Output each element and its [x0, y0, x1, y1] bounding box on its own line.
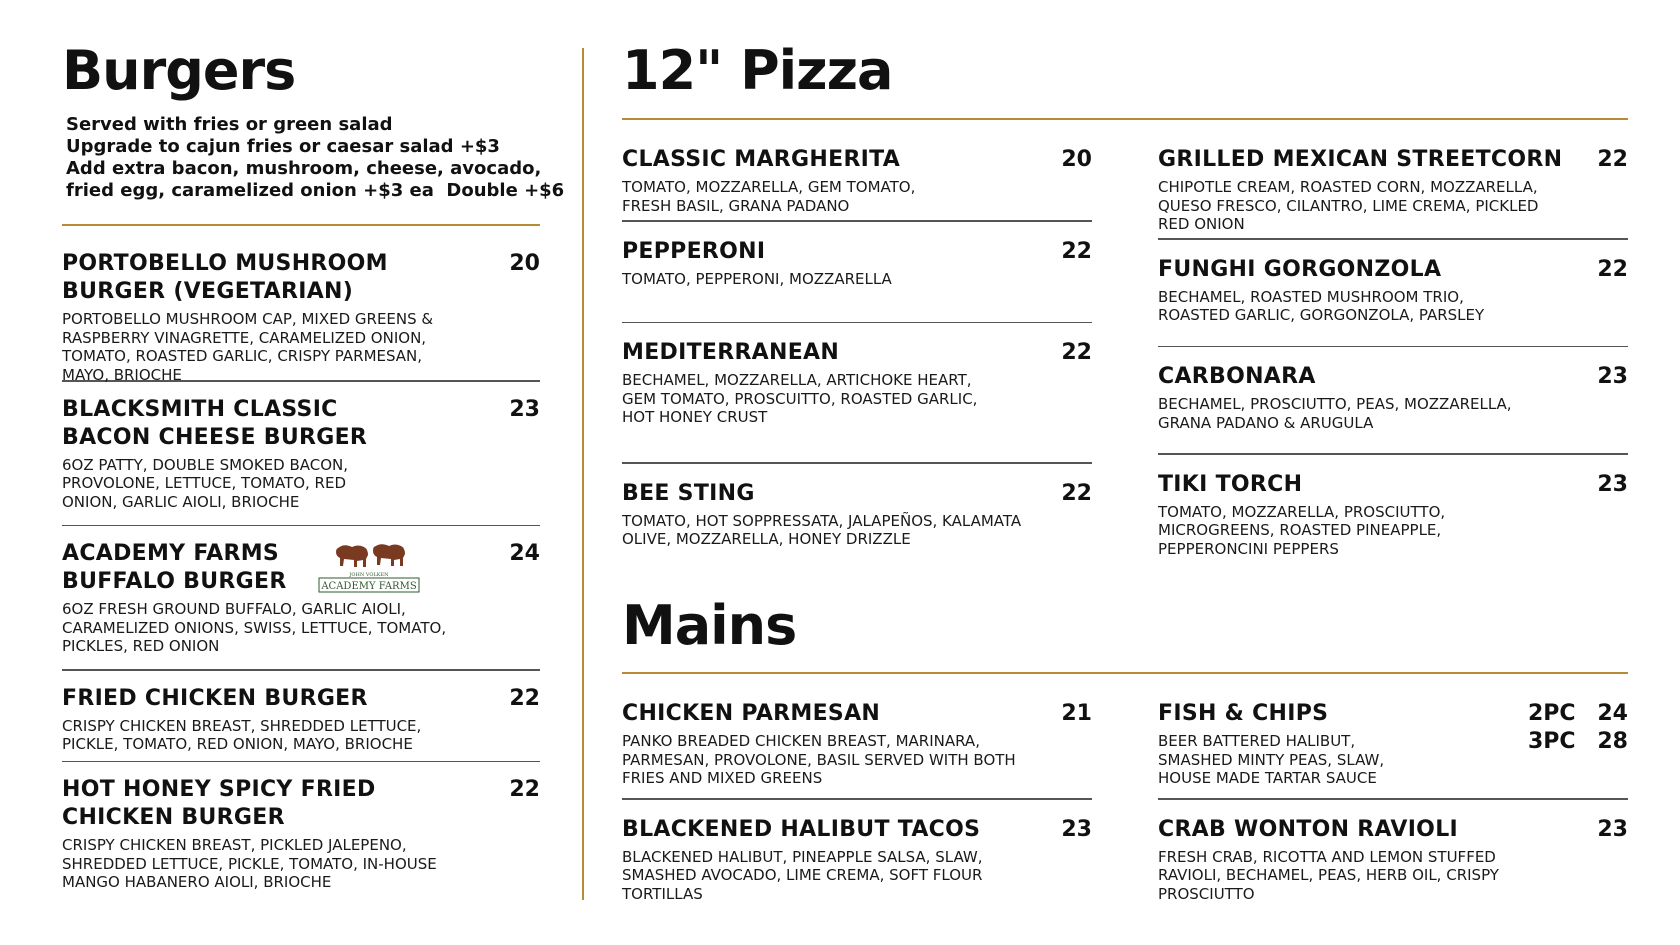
item-description: TOMATO, HOT SOPPRESSATA, JALAPEÑOS, KALAMATA OLIVE, MOZZARELLA, HONEY DRIZZLE — [622, 511, 1022, 548]
item-description: BECHAMEL, MOZZARELLA, ARTICHOKE HEART, GEM TOMATO, PROSCUITTO, ROASTED GARLIC, HOT HONEY CRUST — [622, 371, 978, 426]
menu-item — [622, 480, 1092, 549]
item-price: 22 — [1597, 256, 1628, 282]
item-name: ACADEMY FARMS BUFFALO BURGER — [62, 541, 287, 594]
pizza-left-column — [622, 146, 1092, 558]
item-name: FRIED CHICKEN BURGER — [62, 685, 368, 711]
item-price: 22 — [1061, 238, 1092, 264]
item-name: BLACKSMITH CLASSIC BACON CHEESE BURGER — [62, 396, 368, 450]
item-description: PANKO BREADED CHICKEN BREAST, MARINARA, PARMESAN, PROVOLONE, BASIL SERVED WITH BOTH FRIES AND MIXED GREENS — [622, 732, 1016, 787]
buffalo-icon — [336, 544, 405, 567]
item-price: 23 — [1061, 816, 1092, 842]
item-divider — [1158, 798, 1628, 800]
menu-item — [62, 685, 540, 761]
academy-farms-logo — [318, 542, 420, 594]
item-description: CRISPY CHICKEN BREAST, PICKLED JALEPENO, SHREDDED LETTUCE, PICKLE, TOMATO, IN-HOUSE MANGO HABANERO AIOLI, BRIOCHE — [62, 836, 437, 891]
item-name: FISH & CHIPS — [1158, 701, 1329, 726]
item-name: PEPPERONI — [622, 238, 766, 264]
item-description: TOMATO, MOZZARELLA, GEM TOMATO, FRESH BASIL, GRANA PADANO — [622, 178, 916, 215]
burgers-column — [62, 39, 565, 892]
mains-title: Mains — [622, 594, 797, 657]
item-price: 20 — [509, 251, 540, 276]
item-description: TOMATO, MOZZARELLA, PROSCIUTTO, MICROGREENS, ROASTED PINEAPPLE, PEPPERONCINI PEPPERS — [1158, 502, 1446, 558]
pizza-mains-column — [622, 39, 1628, 903]
item-name: PORTOBELLO MUSHROOM BURGER (VEGETARIAN) — [62, 251, 388, 304]
item-divider — [1158, 453, 1628, 455]
intro-line: fried egg, caramelized onion +$3 ea Double +$6 — [66, 180, 565, 201]
price-option: 3PC 28 — [1528, 729, 1628, 754]
svg-text:ACADEMY FARMS: ACADEMY FARMS — [321, 581, 417, 592]
item-name: GRILLED MEXICAN STREETCORN — [1158, 147, 1563, 172]
item-price: 23 — [509, 396, 540, 422]
menu-item — [622, 146, 1092, 220]
intro-line: Add extra bacon, mushroom, cheese, avocado, — [66, 158, 542, 179]
menu-item — [622, 238, 1092, 322]
item-description: FRESH CRAB, RICOTTA AND LEMON STUFFED RAVIOLI, BECHAMEL, PEAS, HERB OIL, CRISPY PROSCIUTTO — [1158, 847, 1499, 903]
item-description: BECHAMEL, ROASTED MUSHROOM TRIO, ROASTED GARLIC, GORGONZOLA, PARSLEY — [1158, 287, 1485, 324]
menu-item — [62, 250, 540, 384]
item-name: MEDITERRANEAN — [622, 340, 840, 365]
item-price: 22 — [509, 685, 540, 711]
column-divider — [582, 48, 584, 900]
item-price: 23 — [1597, 471, 1628, 497]
burgers-intro — [62, 114, 565, 202]
menu-item — [1158, 146, 1628, 238]
pizza-grid — [622, 146, 1628, 558]
item-description: CRISPY CHICKEN BREAST, SHREDDED LETTUCE, PICKLE, TOMATO, RED ONION, MAYO, BRIOCHE — [62, 716, 422, 753]
svg-text:JOHN VOLKEN: JOHN VOLKEN — [349, 572, 389, 578]
item-name: FUNGHI GORGONZOLA — [1158, 256, 1442, 282]
item-price: 21 — [1061, 701, 1092, 726]
menu-item — [62, 396, 540, 525]
gold-divider — [622, 118, 1628, 120]
item-price: 23 — [1597, 816, 1628, 842]
menu-item — [622, 816, 1092, 904]
item-price: 22 — [1061, 340, 1092, 365]
item-name: CHICKEN PARMESAN — [622, 701, 881, 726]
menu-item — [1158, 471, 1628, 559]
item-name: CARBONARA — [1158, 364, 1316, 389]
item-description: 6OZ PATTY, DOUBLE SMOKED BACON, PROVOLONE, LETTUCE, TOMATO, RED ONION, GARLIC AIOLI, BRIOCHE — [62, 455, 349, 511]
item-price: 23 — [1597, 364, 1628, 389]
item-name: TIKI TORCH — [1158, 471, 1303, 497]
mains-right-column — [1158, 700, 1628, 903]
pizza-right-column — [1158, 146, 1628, 558]
item-description: BECHAMEL, PROSCIUTTO, PEAS, MOZZARELLA, GRANA PADANO & ARUGULA — [1158, 395, 1512, 432]
item-name: BEE STING — [622, 480, 755, 506]
item-divider — [622, 322, 1092, 324]
burgers-title: Burgers — [62, 39, 296, 102]
item-name: HOT HONEY SPICY FRIED CHICKEN BURGER — [62, 777, 376, 830]
menu-item — [1158, 700, 1628, 798]
item-description: BEER BATTERED HALIBUT, SMASHED MINTY PEAS, SLAW, HOUSE MADE TARTAR SAUCE — [1158, 732, 1385, 787]
item-divider — [1158, 346, 1628, 348]
gold-divider — [622, 672, 1628, 674]
item-price: 20 — [1061, 147, 1092, 172]
mains-grid — [622, 700, 1628, 903]
item-name: CRAB WONTON RAVIOLI — [1158, 816, 1458, 842]
item-name: CLASSIC MARGHERITA — [622, 147, 901, 172]
item-divider — [622, 220, 1092, 222]
menu-item — [62, 776, 540, 892]
item-description: PORTOBELLO MUSHROOM CAP, MIXED GREENS & RASPBERRY VINAGRETTE, CARAMELIZED ONION, TOMATO, ROASTED GARLIC, CRISPY PARMESAN, MAYO, BRIOCHE — [62, 310, 434, 384]
gold-divider — [62, 224, 540, 226]
price-option: 2PC 24 — [1528, 701, 1628, 726]
item-price: 22 — [1061, 480, 1092, 506]
item-description: BLACKENED HALIBUT, PINEAPPLE SALSA, SLAW, SMASHED AVOCADO, LIME CREMA, SOFT FLOUR TORTILLAS — [622, 847, 983, 903]
menu-item — [1158, 256, 1628, 346]
item-divider — [1158, 238, 1628, 240]
menu-item — [1158, 363, 1628, 453]
item-description: 6OZ FRESH GROUND BUFFALO, GARLIC AIOLI, CARAMELIZED ONIONS, SWISS, LETTUCE, TOMATO, PICKLES, RED ONION — [62, 600, 447, 655]
pizza-title: 12" Pizza — [622, 39, 893, 102]
menu-item — [62, 540, 540, 669]
item-name: BLACKENED HALIBUT TACOS — [622, 816, 981, 842]
item-price: 22 — [509, 777, 540, 802]
mains-left-column — [622, 700, 1092, 903]
menu-item — [622, 339, 1092, 462]
item-divider — [622, 798, 1092, 800]
item-divider — [62, 525, 540, 527]
item-divider — [62, 669, 540, 671]
item-price-options — [1528, 700, 1628, 756]
menu-item — [1158, 816, 1628, 904]
item-price: 22 — [1597, 147, 1628, 172]
menu-item — [622, 700, 1092, 798]
intro-line: Upgrade to cajun fries or caesar salad +$3 — [66, 136, 500, 157]
item-description: CHIPOTLE CREAM, ROASTED CORN, MOZZARELLA, QUESO FRESCO, CILANTRO, LIME CREMA, PICKLED RED ONION — [1158, 178, 1539, 233]
intro-line: Served with fries or green salad — [66, 114, 393, 135]
item-price: 24 — [509, 541, 540, 566]
item-description: TOMATO, PEPPERONI, MOZZARELLA — [622, 269, 892, 288]
item-divider — [62, 761, 540, 763]
item-divider — [622, 462, 1092, 464]
